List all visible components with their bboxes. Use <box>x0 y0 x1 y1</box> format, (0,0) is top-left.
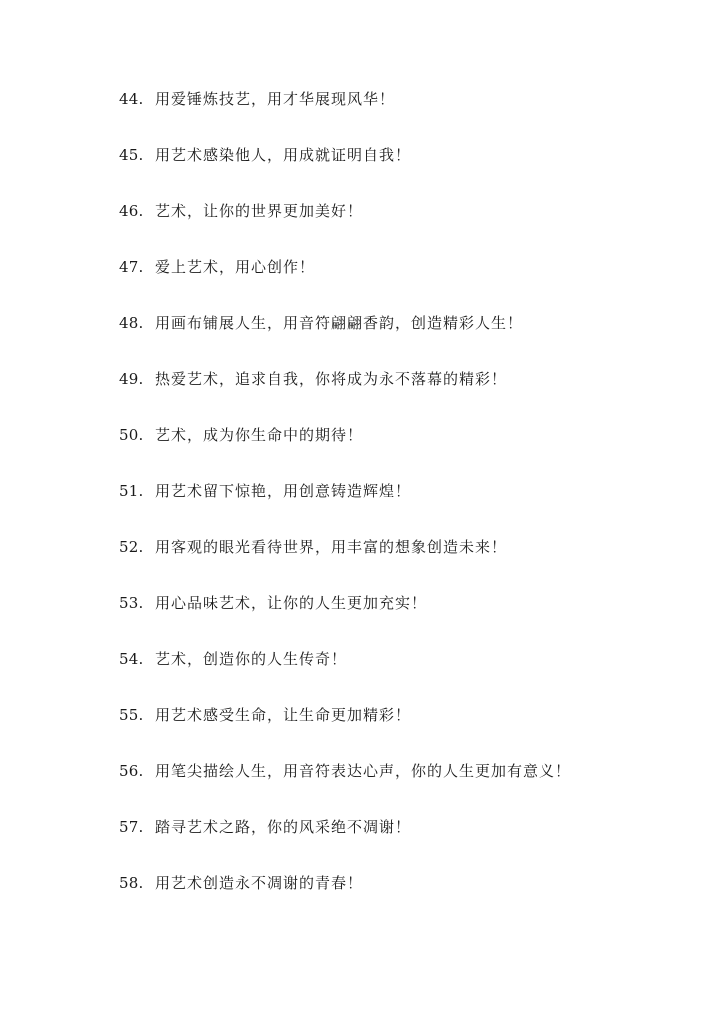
item-text: 用笔尖描绘人生，用音符表达心声，你的人生更加有意义！ <box>155 762 572 780</box>
item-number: 58. <box>119 874 144 892</box>
item-number: 50. <box>119 426 144 444</box>
item-text: 用艺术留下惊艳，用创意铸造辉煌！ <box>155 482 412 500</box>
list-item <box>119 199 571 255</box>
list-item <box>119 87 571 143</box>
list-item <box>119 143 571 199</box>
list-item <box>119 871 571 927</box>
item-text: 踏寻艺术之路，你的风采绝不凋谢！ <box>155 818 412 836</box>
list-item <box>119 815 571 871</box>
item-number: 48. <box>119 314 144 332</box>
item-text: 用心品味艺术，让你的人生更加充实！ <box>155 594 428 612</box>
item-text: 用艺术感受生命，让生命更加精彩！ <box>155 706 412 724</box>
item-number: 47. <box>119 258 144 276</box>
list-item <box>119 591 571 647</box>
item-text: 用艺术感染他人，用成就证明自我！ <box>155 146 412 164</box>
item-text: 热爱艺术，追求自我，你将成为永不落幕的精彩！ <box>155 370 508 388</box>
item-text: 艺术，让你的世界更加美好！ <box>155 202 364 220</box>
list-item <box>119 255 571 311</box>
item-number: 44. <box>119 90 144 108</box>
item-number: 55. <box>119 706 144 724</box>
item-text: 爱上艺术，用心创作！ <box>155 258 316 276</box>
item-number: 46. <box>119 202 144 220</box>
list-item <box>119 535 571 591</box>
item-number: 57. <box>119 818 144 836</box>
slogan-list <box>119 87 571 927</box>
list-item <box>119 311 571 367</box>
list-item <box>119 647 571 703</box>
item-text: 艺术，创造你的人生传奇！ <box>155 650 348 668</box>
list-item <box>119 367 571 423</box>
item-number: 52. <box>119 538 144 556</box>
list-item <box>119 423 571 479</box>
item-number: 56. <box>119 762 144 780</box>
item-number: 49. <box>119 370 144 388</box>
list-item <box>119 703 571 759</box>
item-number: 51. <box>119 482 144 500</box>
item-number: 45. <box>119 146 144 164</box>
item-text: 用画布铺展人生，用音符翩翩香韵，创造精彩人生！ <box>155 314 524 332</box>
item-text: 用爱锤炼技艺，用才华展现风华！ <box>155 90 396 108</box>
item-text: 用客观的眼光看待世界，用丰富的想象创造未来！ <box>155 538 508 556</box>
item-text: 艺术，成为你生命中的期待！ <box>155 426 364 444</box>
item-text: 用艺术创造永不凋谢的青春！ <box>155 874 364 892</box>
item-number: 54. <box>119 650 144 668</box>
list-item <box>119 479 571 535</box>
list-item <box>119 759 571 815</box>
item-number: 53. <box>119 594 144 612</box>
